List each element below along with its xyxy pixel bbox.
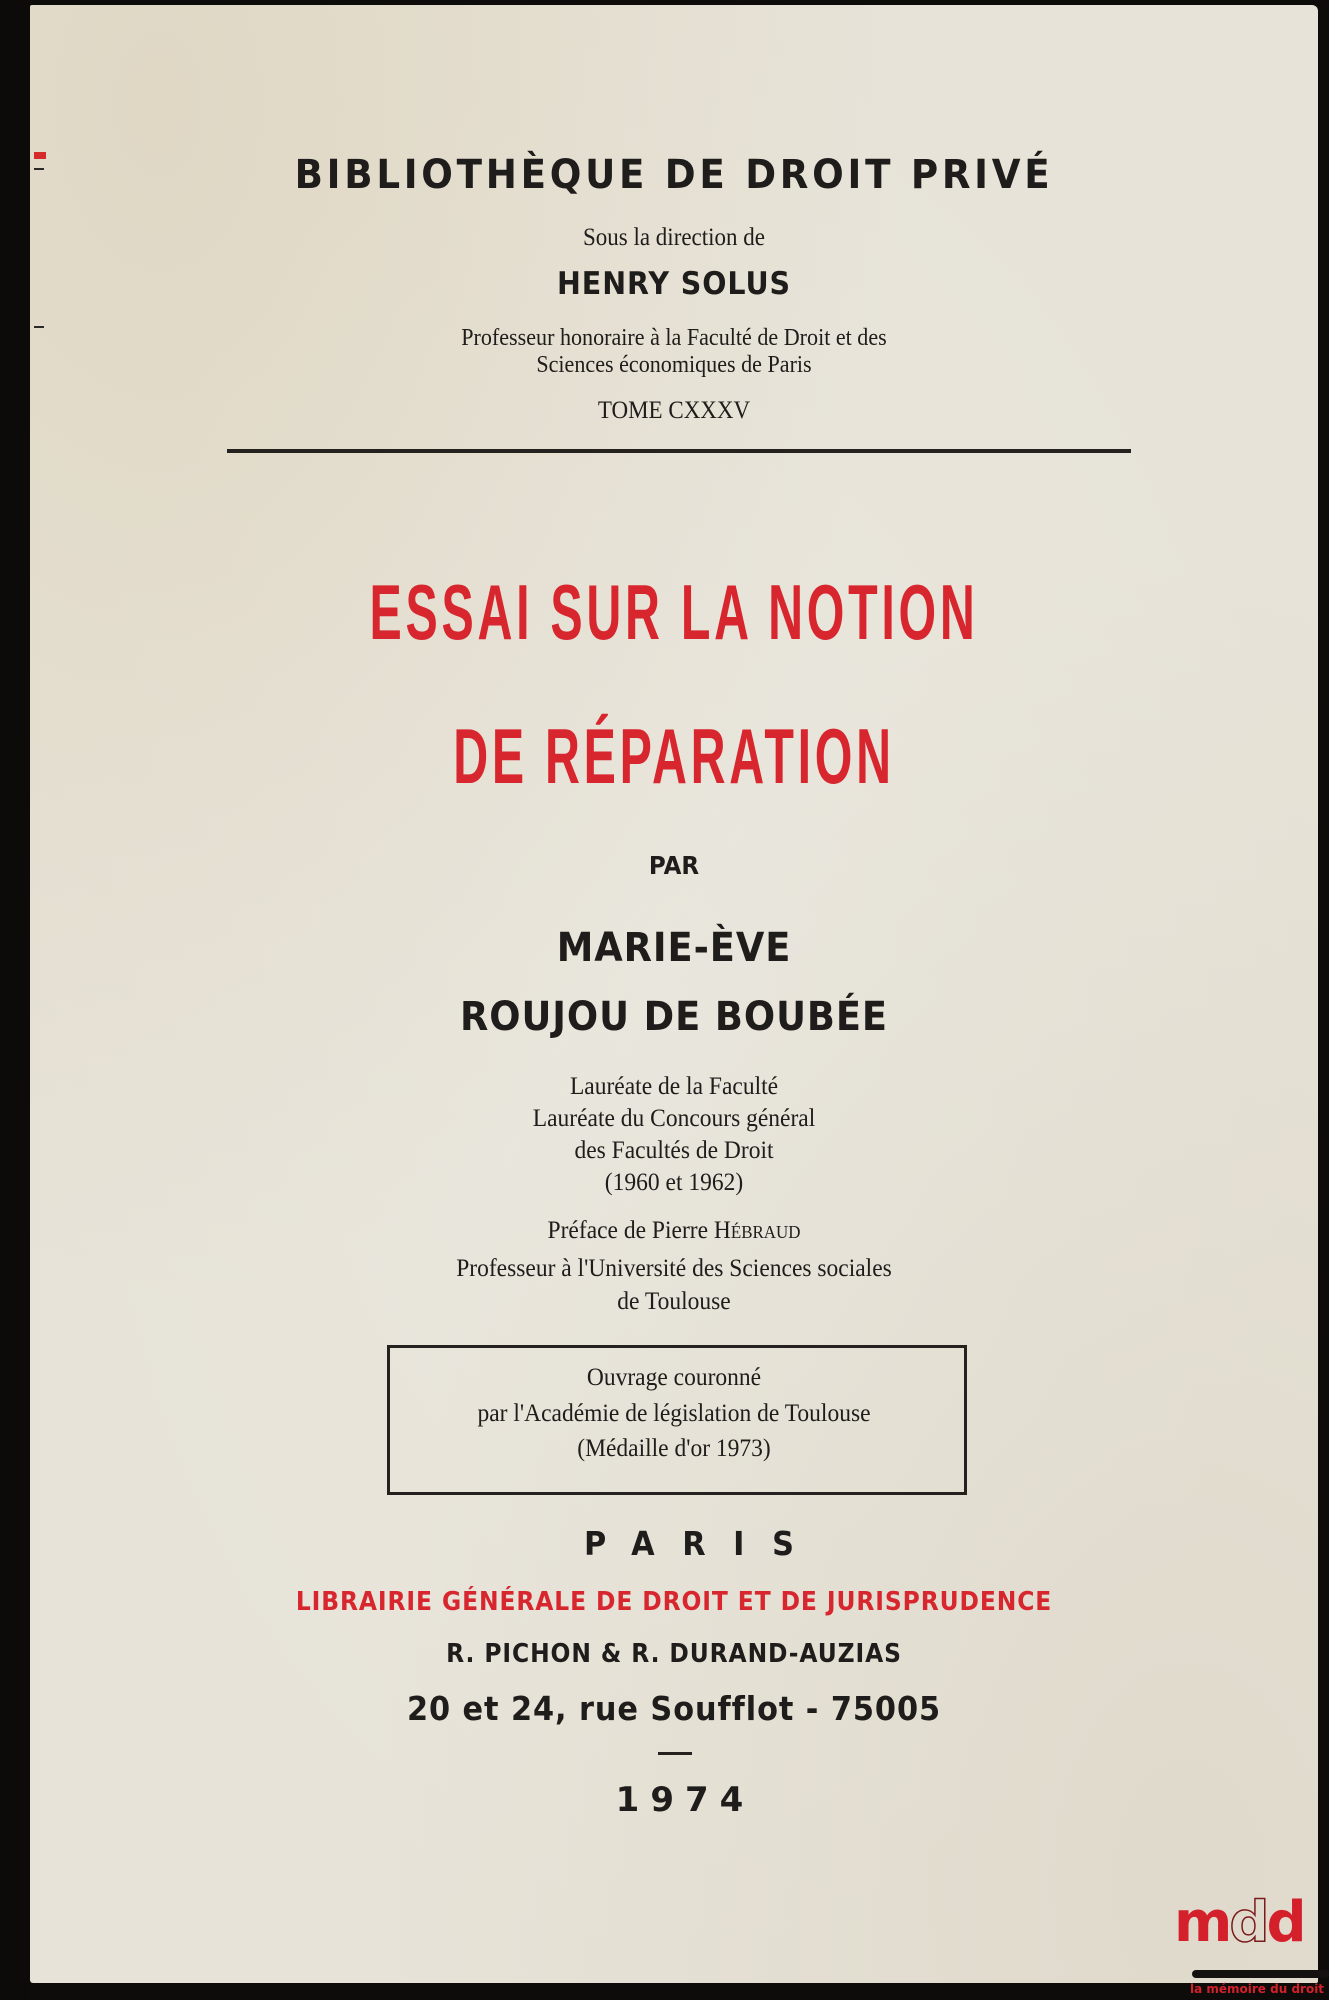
logo-underline bbox=[1192, 1970, 1329, 1978]
publisher-editors: R. PICHON & R. DURAND-AUZIAS bbox=[446, 1639, 902, 1669]
author-honor: Lauréate du Concours général bbox=[532, 1105, 816, 1132]
series-title: BIBLIOTHÈQUE DE DROIT PRIVÉ bbox=[294, 152, 1054, 198]
publisher-address: 20 et 24, rue Soufflot - 75005 bbox=[406, 1689, 942, 1728]
by-label: PAR bbox=[648, 851, 700, 880]
imprint-city: PARIS bbox=[584, 1524, 822, 1563]
director-affiliation-line2: Sciences économiques de Paris bbox=[536, 352, 812, 378]
scan-background-left bbox=[0, 0, 30, 2000]
director-affiliation-line1: Professeur honoraire à la Faculté de Droit et des bbox=[461, 325, 887, 351]
mdd-watermark-logo bbox=[1168, 1890, 1328, 2000]
direction-label: Sous la direction de bbox=[582, 224, 766, 251]
series-director: HENRY SOLUS bbox=[557, 266, 791, 302]
award-line2: par l'Académie de législation de Toulouse bbox=[477, 1400, 871, 1427]
spine-red-mark bbox=[34, 152, 46, 159]
spine-tick-mark bbox=[34, 168, 44, 170]
book-title-line1: ESSAI SUR LA NOTION bbox=[369, 568, 979, 656]
preface-affiliation-line1: Professeur à l'Université des Sciences sociales bbox=[456, 1255, 892, 1282]
publisher-name: LIBRAIRIE GÉNÉRALE DE DROIT ET DE JURISPRUDENCE bbox=[295, 1587, 1053, 1617]
logo-tagline: la mémoire du droit bbox=[1190, 1982, 1325, 1996]
preface-author: Hébraud bbox=[713, 1217, 801, 1244]
preface-credit bbox=[69, 1217, 1280, 1245]
spine-tick-mark bbox=[34, 326, 44, 328]
author-name-line1: MARIE-ÈVE bbox=[556, 925, 792, 971]
book-title-line2: DE RÉPARATION bbox=[453, 712, 895, 800]
author-name-line2: ROUJOU DE BOUBÉE bbox=[460, 994, 888, 1040]
preface-affiliation-line2: de Toulouse bbox=[617, 1288, 731, 1315]
author-honor: (1960 et 1962) bbox=[604, 1169, 744, 1196]
author-honor: Lauréate de la Faculté bbox=[569, 1073, 779, 1100]
logo-letters bbox=[1174, 1890, 1304, 1955]
preface-prefix: Préface de Pierre bbox=[547, 1217, 714, 1244]
award-line1: Ouvrage couronné bbox=[586, 1364, 762, 1391]
author-honor: des Facultés de Droit bbox=[574, 1137, 774, 1164]
logo-letter-m: m bbox=[1174, 1890, 1230, 1955]
publication-year: 1974 bbox=[615, 1780, 755, 1820]
logo-letter-d: d bbox=[1266, 1890, 1304, 1955]
volume-number: TOME CXXXV bbox=[597, 397, 751, 424]
award-line3: (Médaille d'or 1973) bbox=[577, 1435, 771, 1462]
imprint-dash bbox=[658, 1752, 692, 1755]
header-divider bbox=[227, 449, 1131, 453]
logo-letter-d-outline: d bbox=[1229, 1890, 1267, 1955]
